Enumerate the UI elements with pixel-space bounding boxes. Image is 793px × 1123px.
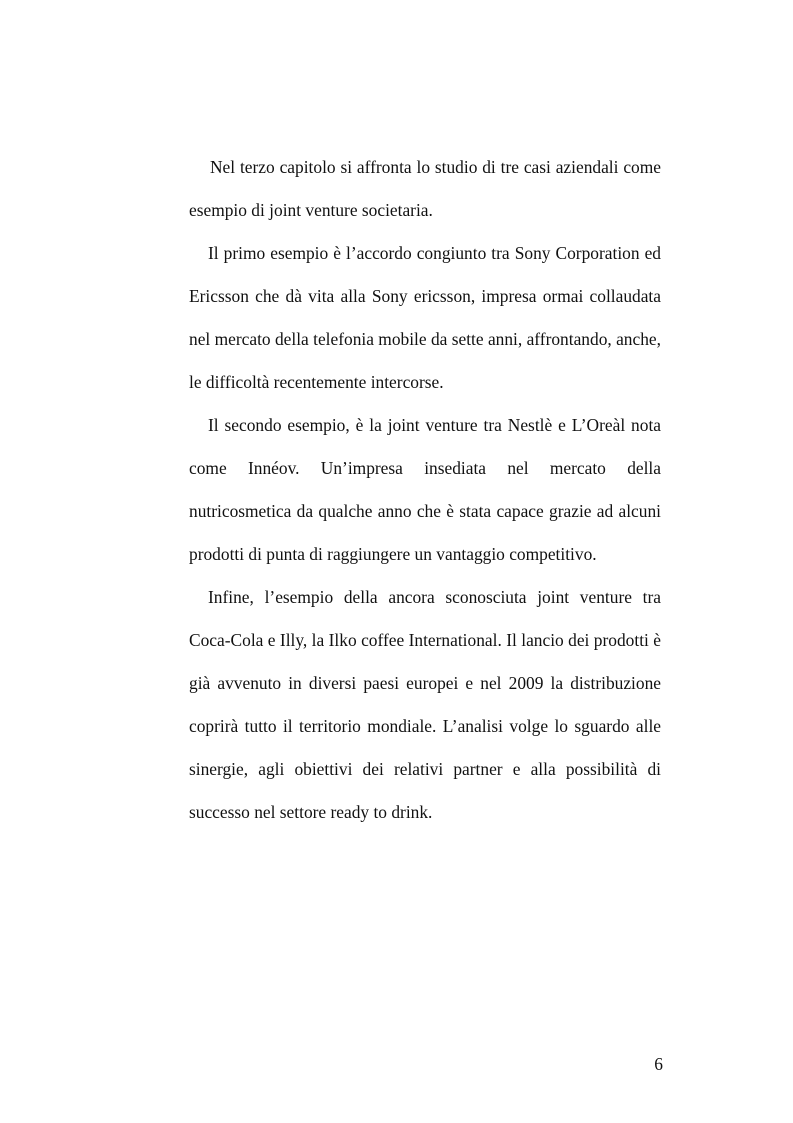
page-number: 6 bbox=[654, 1054, 663, 1074]
paragraph-illy-coca-cola: Infine, l’esempio della ancora sconosciuta joint venture tra Coca-Cola e Illy, la Ilko coffee International. Il lancio dei prodotti è già avvenuto in diversi paesi europei e nel 2009 la distribuzione coprirà tutto il territorio mondiale. L’analisi volge lo sguardo alle sinergie, agli obiettivi dei relativi partner e alla possibilità di successo nel settore ready to drink. bbox=[189, 587, 661, 822]
paragraph-sony-ericsson: Il primo esempio è l’accordo congiunto tra Sony Corporation ed Ericsson che dà vita alla Sony ericsson, impresa ormai collaudata nel mercato della telefonia mobile da sette anni, affrontando, anche, le difficoltà recentemente intercorse. bbox=[189, 243, 661, 392]
paragraph-intro: Nel terzo capitolo si affronta lo studio di tre casi aziendali come esempio di joint venture societaria. bbox=[189, 157, 661, 220]
paragraph-innov: Il secondo esempio, è la joint venture tra Nestlè e L’Oreàl nota come Innéov. Un’impresa insediata nel mercato della nutricosmetica da qualche anno che è stata capace grazie ad alcuni prodotti di punta di raggiungere un vantaggio competitivo. bbox=[189, 415, 661, 564]
body-text bbox=[189, 146, 661, 834]
